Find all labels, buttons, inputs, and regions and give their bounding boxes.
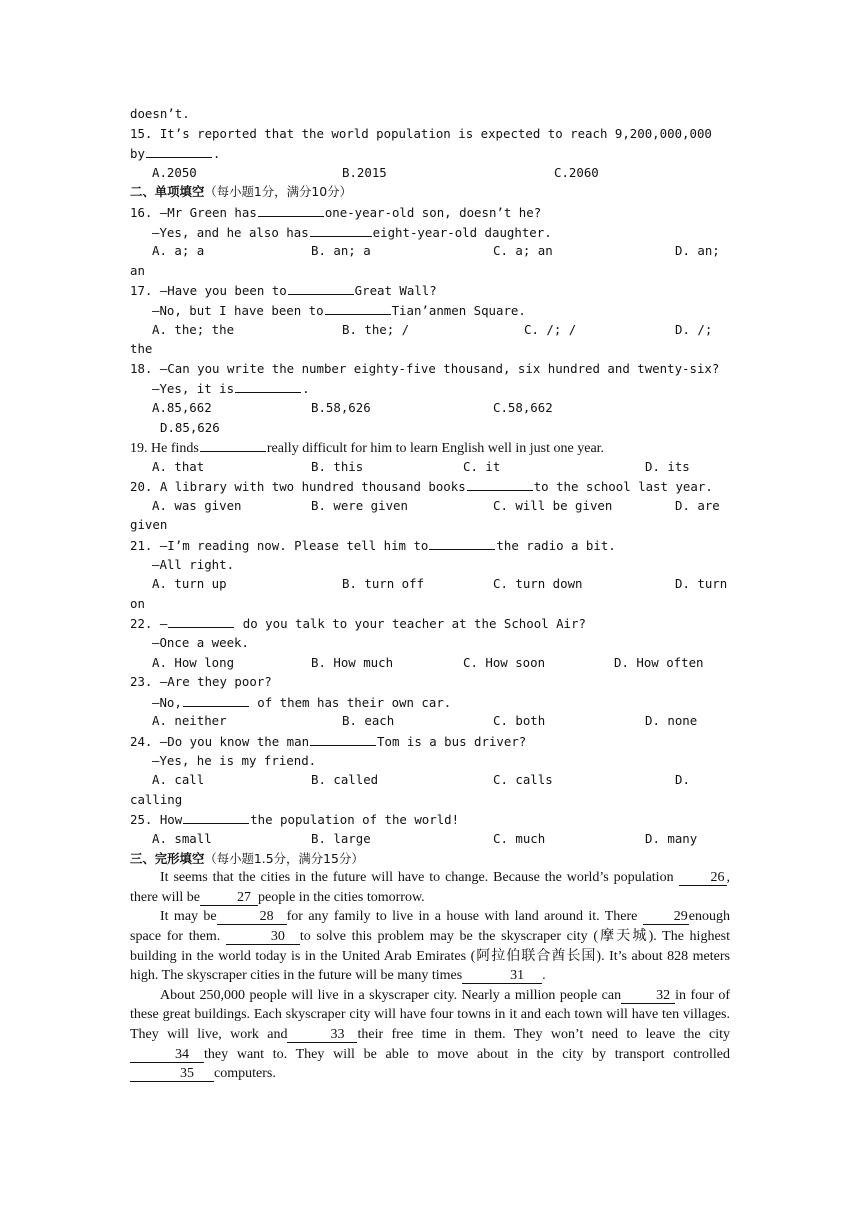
option-c: C. both [493,713,546,729]
cloze-blank-29: 29 [643,910,689,925]
exam-page [130,104,730,1084]
q20-line1: 20. A library with two hundred thousand books to the school last year. [130,476,730,496]
option-b: B.58,626 [311,399,371,415]
option-b: B. were given [311,497,408,513]
option-c: C. a; an [493,243,553,259]
option-a: A. the; the [152,321,235,337]
option-b: B. large [311,830,371,846]
q23-options [130,711,730,731]
q17-line2: —No, but I have been to Tian’anmen Square. [130,300,730,320]
q23-line1: 23. —Are they poor? [130,674,272,690]
option-d: D. turn [675,576,728,592]
option-d: D. an; [675,243,720,259]
answer-blank [429,535,495,550]
answer-blank [183,809,249,824]
cloze-blank-28: 28 [217,910,287,925]
cloze-passage [130,868,730,1084]
passage-paragraph-1: It seems that the cities in the future will have to change. Because the world’s population 26 , there will be 27 people in the cities tomorrow. [130,870,731,905]
option-a: A. was given [152,497,242,513]
answer-blank [288,280,354,295]
q16-line2: —Yes, and he also has eight-year-old daughter. [130,222,730,242]
q24-line2: —Yes, he is my friend. [152,752,317,768]
option-d: D. none [645,713,698,729]
q19-options [130,457,730,477]
option-b: B. called [311,772,379,788]
option-c: C. /; / [524,321,577,337]
answer-blank [146,143,212,158]
cloze-blank-35: 35 [130,1067,214,1082]
carry-over-text: doesn’t. [130,106,190,121]
option-c: C. How soon [463,654,546,670]
option-a: A. that [152,458,205,474]
cloze-blank-30: 30 [226,930,300,945]
answer-blank [310,222,372,237]
option-b: B. an; a [311,243,371,259]
cloze-blank-32: 32 [621,989,675,1004]
q21-options [130,574,730,594]
option-d: D. How often [614,654,704,670]
passage-paragraph-2: It may be 28 for any family to live in a house with land around it. There 29enough space for them. 30 to solve this problem may be the skyscraper city (摩天城). The highest building in the world today is in the United Arab Emirates (阿拉伯联合酋长国). It’s about 828 meters high. The skyscraper cities in the future will be many times 31 . [130,909,730,984]
answer-blank [325,300,391,315]
q23-line2: —No, of them has their own car. [130,692,730,712]
q24-options [130,770,730,790]
option-c: C.58,662 [493,399,553,415]
option-a: A. turn up [152,576,227,592]
q21-line2: —All right. [152,556,235,572]
q20-option-wrap: given [130,517,168,533]
cloze-blank-27: 27 [200,891,258,906]
cloze-blank-34: 34 [130,1048,204,1063]
option-b: B.2015 [342,164,387,180]
option-c: C. turn down [493,576,583,592]
option-b: B. How much [311,654,394,670]
q22-options [130,653,730,673]
q15-stem: 15. It’s reported that the world population is expected to reach 9,200,000,000 [130,125,712,141]
option-b: B. this [311,458,364,474]
answer-blank [183,692,249,707]
option-d: D. [675,772,690,788]
option-b: B. the; / [342,321,410,337]
option-c: C. it [463,458,501,474]
passage-paragraph-3: About 250,000 people will live in a skyscraper city. Nearly a million people can 32 in four of these great buildings. Each skyscraper city will have four towns in it and each town will have ten villages. They will live, work and 33 their free time in them. They won’t need to leave the city34 they want to. They will be able to move about in the city by transport controlled35 computers. [130,987,731,1082]
q16-option-wrap: an [130,262,145,278]
q17-line1: 17. —Have you been to Great Wall? [130,280,730,300]
q21-option-wrap: on [130,595,145,611]
answer-blank [235,378,301,393]
option-c: C. much [493,830,546,846]
q19-line1: 19. He finds really difficult for him to learn English well in just one year. [130,437,730,457]
option-d: D. are [675,497,720,513]
section2-heading: 二、单项填空（每小题1分，满分10分） [130,184,352,200]
option-c: C. will be given [493,497,613,513]
option-c: C. calls [493,772,553,788]
answer-blank [200,437,266,452]
answer-blank [168,613,234,628]
q25-options [130,829,730,849]
q20-options [130,496,730,516]
q18-line1: 18. —Can you write the number eighty-five thousand, six hundred and twenty-six? [130,360,720,376]
q22-line1: 22. — do you talk to your teacher at the School Air? [130,613,730,633]
q15-options [130,163,730,183]
q18-options [130,398,730,418]
q16-line1: 16. —Mr Green has one-year-old son, doesn’t he? [130,202,730,222]
q17-option-wrap: the [130,341,153,357]
option-a: A. a; a [152,243,205,259]
option-a: A. How long [152,654,235,670]
option-b: B. each [342,713,395,729]
option-a: A. small [152,830,212,846]
option-a: A. neither [152,713,227,729]
q16-options [130,241,730,261]
option-d: D. /; [675,321,713,337]
option-a: A. call [152,772,205,788]
q24-option-wrap: calling [130,791,183,807]
option-a: A.85,662 [152,399,212,415]
q17-options [130,320,730,340]
q15-stem-cont: by . [130,143,730,163]
q18-line2: —Yes, it is . [130,378,730,398]
option-d: D.85,626 [160,419,220,435]
option-a: A.2050 [152,164,197,180]
option-c: C.2060 [554,164,599,180]
cloze-blank-31: 31 [462,969,542,984]
cloze-blank-33: 33 [287,1028,357,1043]
q24-line1: 24. —Do you know the man Tom is a bus driver? [130,731,730,751]
cloze-blank-26: 26 [679,871,727,886]
option-d: D. many [645,830,698,846]
option-d: D. its [645,458,690,474]
q25-line1: 25. How the population of the world! [130,809,730,829]
q21-line1: 21. —I’m reading now. Please tell him to the radio a bit. [130,535,730,555]
answer-blank [467,476,533,491]
answer-blank [258,202,324,217]
option-b: B. turn off [342,576,425,592]
answer-blank [310,731,376,746]
section3-heading: 三、完形填空（每小题1.5分，满分15分） [130,850,364,866]
q22-line2: —Once a week. [152,635,249,651]
